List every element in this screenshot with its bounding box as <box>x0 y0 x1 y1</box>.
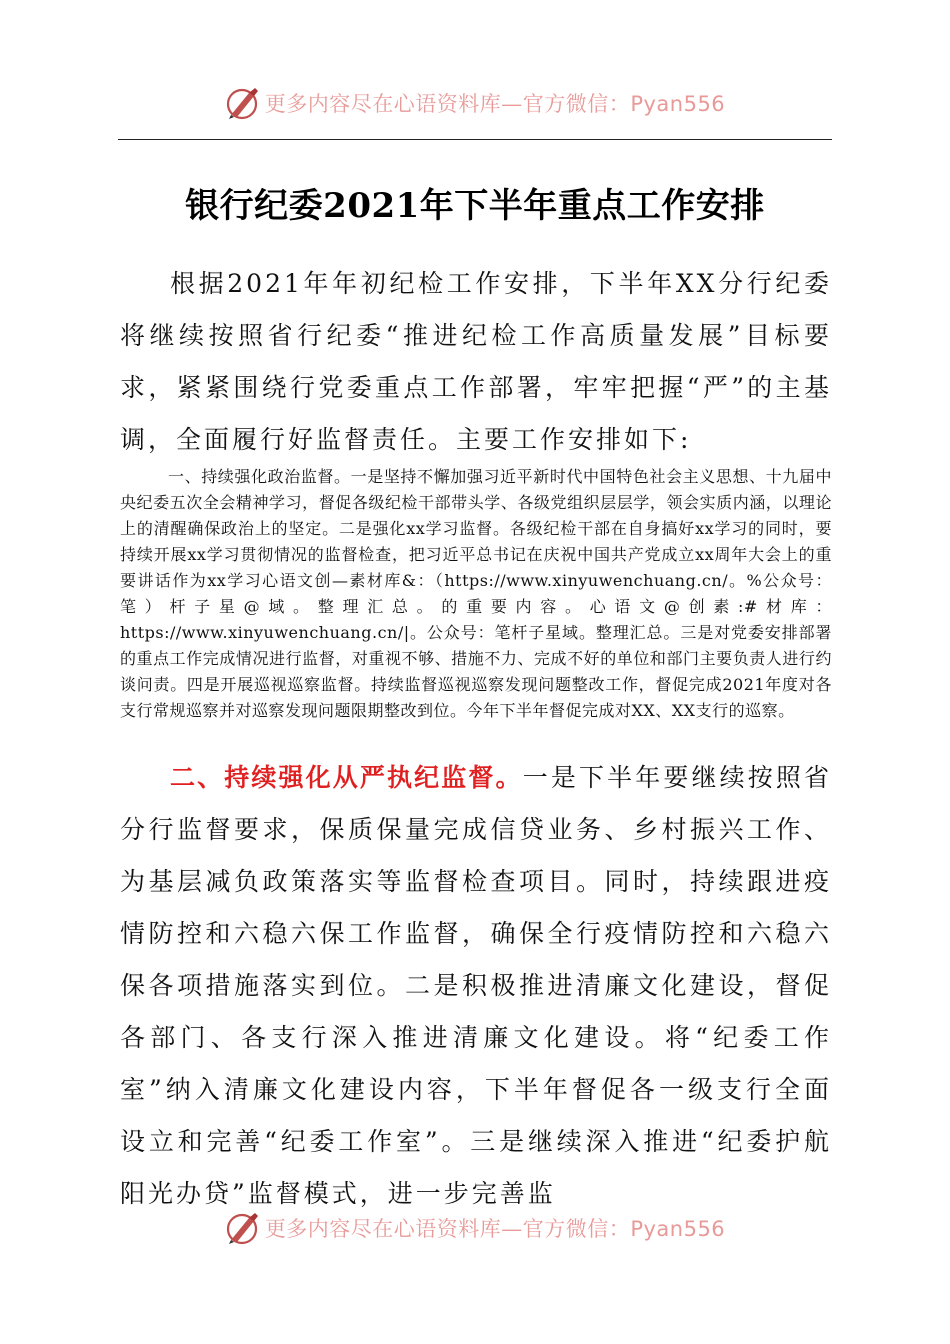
banner-text: 更多内容尽在心语资料库—官方微信：Pyan556 <box>264 1217 726 1241</box>
intro-paragraph: 根据2021年年初纪检工作安排，下半年XX分行纪委将继续按照省行纪委“推进纪检工作高质量发展”目标要求，紧紧围绕行党委重点工作部署，牢牢把握“严”的主基调，全面履行好监督责任。主要工作安排如下: <box>120 269 832 454</box>
header-banner <box>0 83 950 123</box>
section-two-heading: 二、持续强化从严执纪监督。 <box>170 763 523 792</box>
pen-in-circle-icon <box>225 1210 261 1246</box>
section-two-paragraph <box>120 752 832 1220</box>
section-two-body: 一是下半年要继续按照省分行监督要求，保质保量完成信贷业务、乡村振兴工作、为基层减负政策落实等监督检查项目。同时，持续跟进疫情防控和六稳六保工作监督，确保全行疫情防控和六稳六保各项措施落实到位。二是积极推进清廉文化建设，督促各部门、各支行深入推进清廉文化建设。将“纪委工作室”纳入清廉文化建设内容，下半年督促各一级支行全面设立和完善“纪委工作室”。三是继续深入推进“纪委护航阳光办贷”监督模式，进一步完善监 <box>120 763 832 1208</box>
header-divider <box>118 139 832 140</box>
footer-banner <box>0 1208 950 1248</box>
section-one-paragraph: 一、持续强化政治监督。一是坚持不懈加强习近平新时代中国特色社会主义思想、十九届中央纪委五次全会精神学习，督促各级纪检干部带头学、各级党组织层层学，领会实质内涵，以理论上的清醒确保政治上的坚定。二是强化xx学习监督。各级纪检干部在自身搞好xx学习的同时，要持续开展xx学习贯彻情况的监督检查，把习近平总书记在庆祝中国共产党成立xx周年大会上的重要讲话作为xx学习心语文创—素材库&：（https://www.xinyuwenchuang.cn/。%公众号：笔）杆子星@域。整理汇总。的重要内容。心语文@创素:#材库：https://www.xinyuwenchuang.cn/|。公众号：笔杆子星域。整理汇总。三是对党委安排部署的重点工作完成情况进行监督，对重视不够、措施不力、完成不好的单位和部门主要负责人进行约谈问责。四是开展巡视巡察监督。持续监督巡视巡察发现问题整改工作，督促完成2021年度对各支行常规巡察并对巡察发现问题限期整改到位。今年下半年督促完成对XX、XX支行的巡察。 <box>120 467 832 720</box>
banner-text: 更多内容尽在心语资料库—官方微信：Pyan556 <box>264 92 726 116</box>
document-title: 银行纪委2021年下半年重点工作安排 <box>185 186 765 226</box>
pen-in-circle-icon <box>225 85 261 121</box>
